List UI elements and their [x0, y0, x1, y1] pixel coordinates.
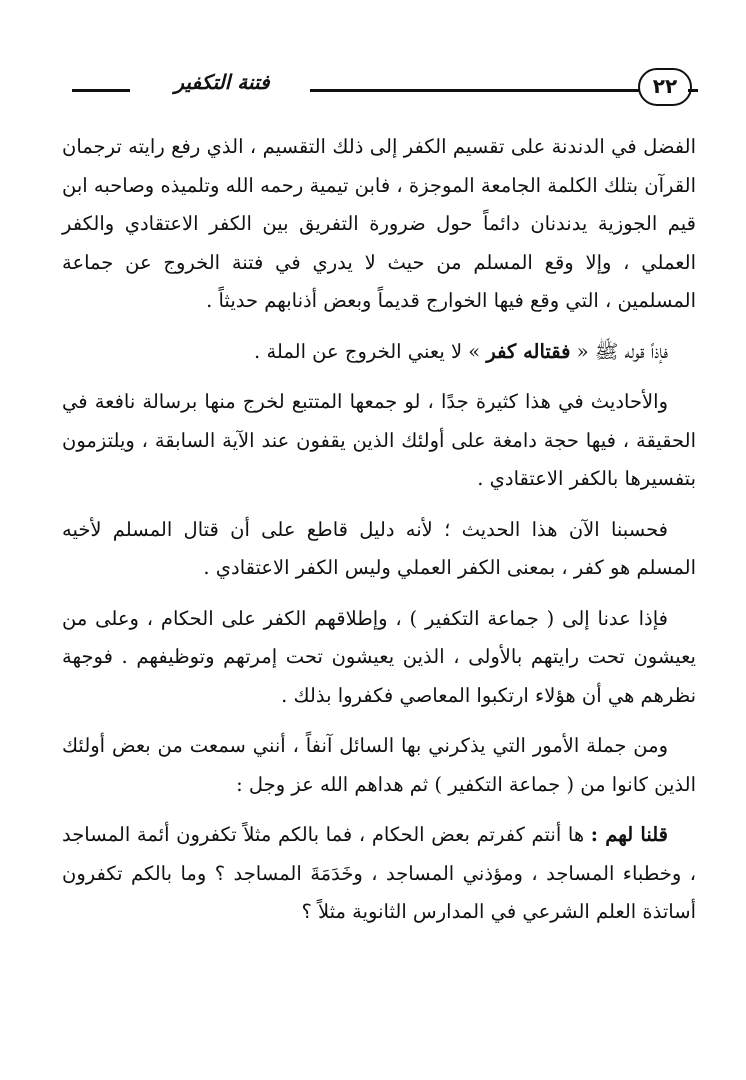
paragraph-3: والأحاديث في هذا كثيرة جدًا ، لو جمعها المتتبع لخرج منها برسالة نافعة في الحقيقة ، فيها حجة دامغة على أولئك الذين يقفون عند الآية السابقة ، ويلتزمون بتفسيرها بالكفر الاعتقادي .: [62, 390, 696, 490]
paragraph-2: [62, 333, 696, 372]
book-title: فتنة التكفير: [174, 70, 270, 94]
paragraph-2-end: » لا يعني الخروج عن الملة .: [254, 339, 487, 363]
paragraph-1: الفضل في الدندنة على تقسيم الكفر إلى ذلك التقسيم ، الذي رفع رايته ترجمان القرآن بتلك الكلمة الجامعة الموجزة ، فابن تيمية رحمه الله وتلميذه وصاحبه ابن قيم الجوزية يدندنان دائماً حول ضرورة التفريق بين الكفر الاعتقادي والكفر العملي ، وإلا وقع المسلم من حيث لا يدري في فتنة الخروج عن جماعة المسلمين ، التي وقع فيها الخوارج قديماً وبعض أذنابهم حديثاً .: [62, 135, 696, 312]
paragraph-5: فإذا عدنا إلى ( جماعة التكفير ) ، وإطلاقهم الكفر على الحكام ، وعلى من يعيشون تحت رايتهم بالأولى ، الذين يعيشون تحت إمرتهم وتوظيفهم . فوجهة نظرهم هي أن هؤلاء ارتكبوا المعاصي فكفروا بذلك .: [62, 606, 696, 707]
paragraph-6: ومن جملة الأمور التي يذكرني بها السائل آنفاً ، أنني سمعت من بعض أولئك الذين كانوا من ( جماعة التكفير ) ثم هداهم الله عز وجل :: [62, 734, 696, 796]
header-rule-right: [688, 89, 698, 92]
paragraph-2-start: فإذاً قوله ﷺ «: [570, 339, 668, 363]
page-number: ٢٢: [638, 68, 692, 106]
paragraph-7: [62, 816, 696, 932]
paragraph-7-body: ها أنتم كفرتم بعض الحكام ، فما بالكم مثلاً تكفرون أئمة المساجد ، وخطباء المساجد ، ومؤذني المساجد ، وخَدَمَةَ المساجد ؟ وما بالكم تكفرون أساتذة العلم الشرعي في المدارس الثانوية مثلاً ؟: [62, 823, 696, 923]
header-rule-middle: [310, 89, 640, 92]
paragraph-7-lead: قلنا لهم :: [590, 823, 668, 846]
header-rule-left: [72, 89, 130, 92]
running-header: [60, 62, 696, 112]
page-body: [62, 128, 696, 944]
hadith-quote: فقتاله كفر: [486, 339, 571, 363]
paragraph-4: فحسبنا الآن هذا الحديث ؛ لأنه دليل قاطع على أن قتال المسلم لأخيه المسلم هو كفر ، بمعنى الكفر العملي وليس الكفر الاعتقادي .: [62, 517, 696, 579]
